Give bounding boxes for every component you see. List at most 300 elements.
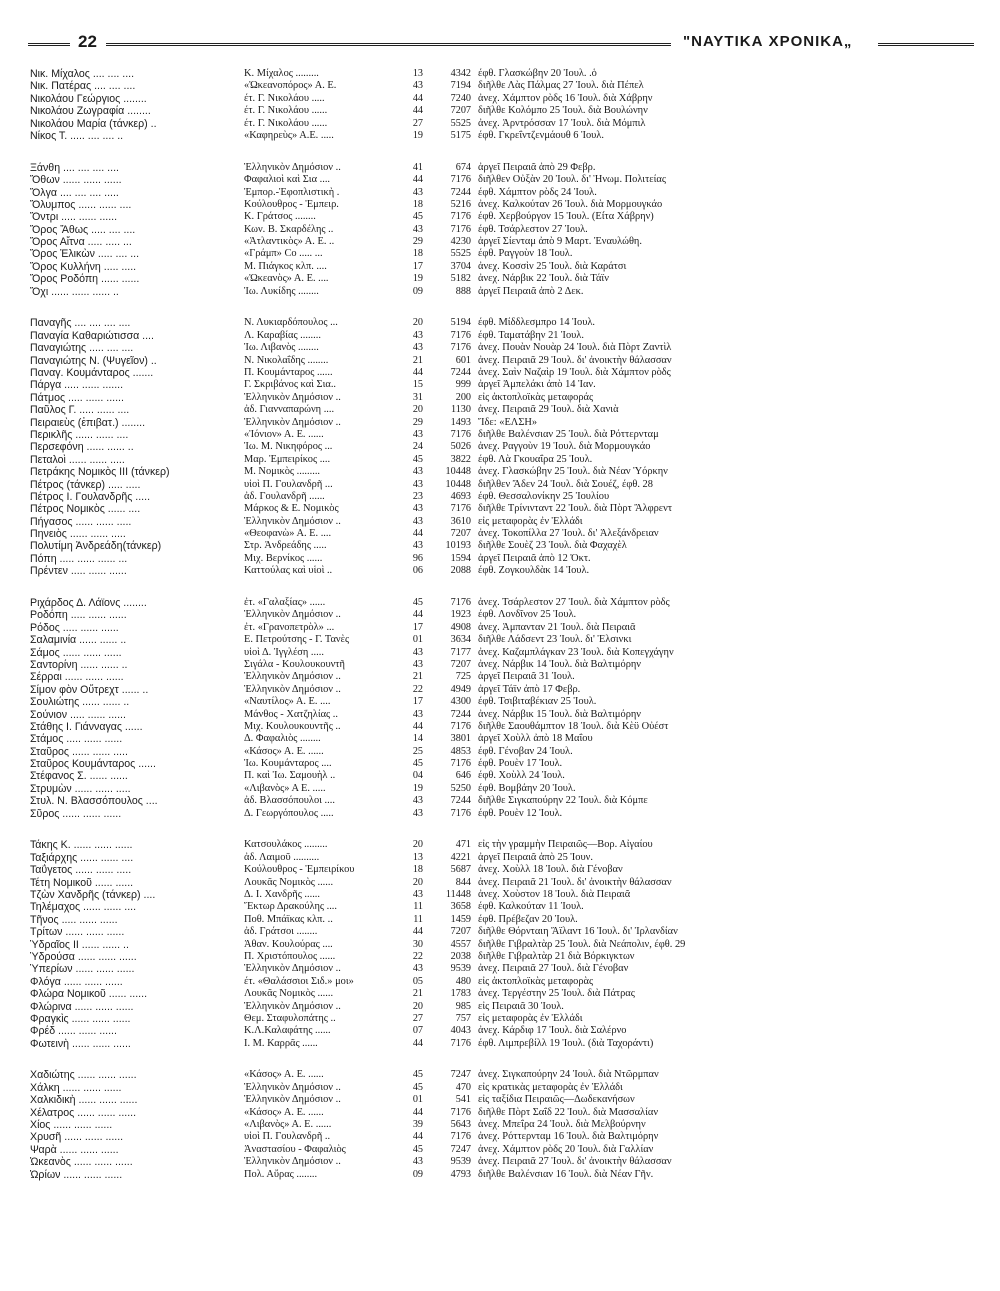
ship-name: Ὄχι ...... ...... ...... .. (30, 285, 119, 298)
voyage-status: εἰς κρατικὰς μεταφορὰς ἐν Ἑλλάδι (478, 1081, 623, 1093)
build-year: 21 (412, 671, 423, 683)
ship-owner: «Κάσος» Α. Ε. ...... (244, 745, 324, 757)
ship-name: Ὡρίων ...... ...... ...... (30, 1168, 123, 1181)
build-year: 30 (412, 938, 423, 950)
ship-owner: Ἰω. Μ. Νικηφόρος ... (244, 441, 333, 453)
ship-row (30, 1025, 980, 1037)
ship-row (30, 330, 980, 342)
voyage-status: ἀργεῖ Πειραιᾶ ἀπὸ 12 Ὀκτ. (478, 552, 591, 564)
ship-name: Πεταλοὶ ...... ...... ..... (30, 453, 125, 466)
tonnage: 5026 (450, 441, 471, 453)
build-year: 04 (412, 770, 423, 782)
build-year: 44 (412, 720, 423, 732)
page-header (28, 30, 974, 56)
ship-owner: Ἑλληνικὸν Δημόσιον .. (244, 609, 341, 621)
voyage-status: ἀνεχ. Πειραιᾶ 29 Ἰουλ. διὰ Χανιὰ (478, 404, 619, 416)
ship-row (30, 770, 980, 782)
build-year: 45 (412, 1143, 423, 1155)
ship-name: Στέφανος Σ. ...... ...... (30, 770, 128, 783)
build-year: 29 (412, 236, 423, 248)
ship-name: Πρέντεν ..... ...... ...... (30, 565, 127, 578)
ship-row (30, 187, 980, 199)
voyage-status: ἀργεῖ Πειραιᾶ ἀπὸ 2 Δεκ. (478, 285, 584, 297)
ship-name: Ὑπερίων ...... ...... ...... (30, 963, 135, 976)
ship-owner: Κούλουθρος - Ἐμπειρ. (244, 198, 339, 210)
voyage-status: έφθ. Γλασκώβην 20 Ἰουλ. .ὁ (478, 68, 597, 79)
ship-row (30, 746, 980, 758)
ship-name: Στρυμὼν ...... ...... ..... (30, 782, 131, 795)
build-year: 17 (412, 260, 423, 272)
ship-owner: Π. καὶ Ἰω. Σαμουὴλ .. (244, 770, 336, 782)
voyage-status: ἀργεῖ Πειραιᾶ 31 Ἰουλ. (478, 671, 575, 683)
ship-owner: Δ. Ι. Χανδρῆς ...... (244, 889, 320, 900)
ship-row (30, 224, 980, 236)
build-year: 27 (412, 1012, 423, 1024)
voyage-status: έφθ. Λιμπρεβίλλ 19 Ἰουλ. (διὰ Ταχοράντι) (478, 1037, 654, 1049)
ship-row (30, 565, 980, 577)
build-year: 43 (412, 1156, 423, 1168)
tonnage: 4949 (450, 683, 471, 695)
tonnage: 5182 (450, 273, 471, 285)
ship-name: Πάργα ..... ...... ....... (30, 379, 124, 392)
voyage-status: έφθ. Χερβούργον 15 Ἰουλ. (Εἶτα Χάβρην) (478, 211, 654, 223)
ship-owner: Ἑλληνικὸν Δημόσιον .. (244, 1081, 341, 1093)
ship-name: Ταΰγετος ...... ...... ..... (30, 864, 132, 877)
ship-row (30, 174, 980, 186)
ship-name: Σάμος ...... ...... ...... (30, 646, 122, 659)
ship-owner: Μιχ. Βερνίκος ...... (244, 552, 323, 564)
build-year: 43 (412, 795, 423, 807)
tonnage: 1493 (450, 416, 471, 428)
voyage-status: ἀνεχ. Τσάρλεστον 27 Ἰουλ. διὰ Χάμπτον ρὸδς (478, 597, 670, 609)
ship-name: Ὄντρι ..... ...... ...... (30, 211, 118, 224)
ship-owner: Ἀθαν. Κουλούρας .... (244, 938, 333, 950)
voyage-status: ἀνεχ. Ρόττερνταμ 16 Ἰουλ. διὰ Βαλτιμόρην (478, 1131, 659, 1143)
ship-row (30, 901, 980, 913)
ship-owner: έτ. Γ. Νικολάου ...... (244, 105, 328, 117)
ship-name: Παῦλος Γ. ..... ...... .... (30, 404, 130, 417)
ship-row (30, 317, 980, 329)
voyage-status: διῆλθε Γιβραλτὰρ 21 διὰ Βόρκιγκτων (478, 950, 635, 962)
build-year: 43 (412, 342, 423, 354)
voyage-status: ἀνεχ. Χάμπτον ρὸδς 20 Ἰουλ. διὰ Γαλλίαν (478, 1143, 654, 1155)
voyage-status: διῆλθε Σαουθάμπτον 18 Ἰουλ. διὰ Κὲϋ Οὐέστ (478, 720, 669, 732)
ship-row (30, 68, 980, 80)
build-year: 44 (412, 1131, 423, 1143)
ship-name: Ὑδρούσα ...... ...... ...... (30, 950, 137, 963)
tonnage: 3704 (450, 260, 471, 272)
build-year: 17 (412, 621, 423, 633)
ship-name: Τηλέμαχος ...... ...... .... (30, 901, 137, 914)
ship-row (30, 1001, 980, 1013)
build-year: 43 (412, 186, 423, 198)
ship-owner: ἀδ. Βλασσόπουλοι .... (244, 795, 335, 807)
ship-owner: Λ. Καραβίας ........ (244, 329, 321, 341)
build-year: 43 (412, 540, 423, 552)
tonnage: 7176 (450, 807, 471, 819)
ship-group (30, 317, 980, 577)
ship-row (30, 1131, 980, 1143)
ship-name: Τρίτων ...... ...... ...... (30, 926, 125, 939)
ship-owner: Κ.Λ.Καλαφάτης ...... (244, 1025, 331, 1037)
voyage-status: ἀργεῖ Πειραιᾶ ἀπὸ 29 Φεβρ. (478, 161, 596, 173)
voyage-status: έφθ. Μίδδλεσμπρο 14 Ἰουλ. (478, 317, 596, 329)
build-year: 43 (412, 515, 423, 527)
voyage-status: ἀνεχ. Καζαμπλάγκαν 23 Ἰουλ. διὰ Κοπεγχάγην (478, 646, 674, 658)
ship-name: Σταῦρος Κουμάνταρος ...... (30, 758, 156, 771)
ship-owner: «Ἀτλαντικὸς» Α. Ε. .. (244, 236, 335, 248)
tonnage: 5525 (450, 248, 471, 260)
tonnage: 1783 (450, 988, 471, 1000)
voyage-status: ἀνεχ. Πειραιᾶ 21 Ἰουλ. δι' ἀνοικτὴν θάλασσαν (478, 876, 672, 888)
ship-row (30, 1082, 980, 1094)
ship-name: Στάθης Ι. Γιάνναγας ...... (30, 720, 143, 733)
ship-name: Πηνειὸς ...... ...... ..... (30, 528, 126, 541)
voyage-status: ἀργεῖ Ἀμπελάκι ἀπὸ 14 Ἰαν. (478, 379, 596, 391)
ship-name: Σῦρος ...... ...... ...... (30, 807, 122, 820)
tonnage: 5250 (450, 782, 471, 794)
ship-name: Νίκος Τ. ..... .... .... .. (30, 129, 124, 142)
tonnage: 10448 (445, 478, 471, 490)
ship-name: Φλόγα ...... ...... ...... (30, 975, 123, 988)
tonnage: 7176 (450, 1037, 471, 1049)
ship-name: Χίος ...... ...... ...... (30, 1119, 113, 1132)
ship-row (30, 671, 980, 683)
voyage-status: εἰς τὴν γραμμὴν Πειραιῶς—Βορ. Αἰγαίου (478, 839, 653, 851)
tonnage: 7244 (450, 186, 471, 198)
ship-owner: Σιγάλα - Κουλουκουντῆ (244, 658, 345, 670)
tonnage: 7176 (450, 758, 471, 770)
voyage-status: έφθ. Ρουὲν 12 Ἰουλ. (478, 807, 563, 819)
ship-row (30, 1038, 980, 1050)
ship-owner: Ἑλληνικὸν Δημόσιον .. (244, 161, 341, 173)
build-year: 44 (412, 1037, 423, 1049)
ship-owner: Καττούλας καὶ υἱοὶ .. (244, 565, 333, 577)
ship-group (30, 1069, 980, 1181)
build-year: 11 (413, 913, 423, 925)
ship-owner: Μ. Πιάγκος κλπ. .... (244, 260, 327, 272)
tonnage: 1923 (450, 609, 471, 621)
tonnage: 11448 (445, 889, 471, 900)
ship-name: Πετράκης Νομικὸς ΙΙΙ (τάνκερ) (30, 466, 170, 479)
ship-name: Ὄρος Ἑλικὼν ..... .... ... (30, 248, 140, 261)
ship-name: Ξάνθη .... .... .... .... (30, 161, 119, 174)
ship-name: Χαλκιδικὴ ...... ...... ...... (30, 1094, 138, 1107)
build-year: 07 (412, 1025, 423, 1037)
tonnage: 471 (455, 839, 471, 851)
ship-owner: Μάρκος & Ε. Νομικὸς (244, 503, 339, 515)
build-year: 43 (412, 646, 423, 658)
ship-owner: Π. Κουμάνταρος ...... (244, 366, 333, 378)
tonnage: 4853 (450, 745, 471, 757)
build-year: 20 (412, 876, 423, 888)
ship-name: Σέρραι ...... ...... ...... (30, 671, 124, 684)
ship-row (30, 553, 980, 565)
ship-owner: υἱοὶ Δ. Ἰγγλέση ..... (244, 646, 324, 658)
ship-owner: υἱοὶ Π. Γουλανδρῆ .. (244, 1131, 331, 1143)
tonnage: 674 (455, 161, 471, 173)
ship-owner: έτ. Γ. Νικολάου ...... (244, 117, 328, 129)
ship-name: Νικολάου Ζωγραφία ........ (30, 105, 151, 118)
ship-name: Παναγῆς .... .... .... .... (30, 317, 131, 330)
ship-owner: ἐτ. «Γαλαξίας» ...... (244, 597, 326, 609)
voyage-status: εἰς Πειραιᾶ 30 Ἰουλ. (478, 1000, 564, 1012)
ship-name: Παναγιώτης ..... .... .... (30, 342, 134, 355)
voyage-status: ἀνεχ. Κάρδιφ 17 Ἰουλ. διὰ Σαλέρνο (478, 1025, 627, 1037)
ship-name: Πειραιεὺς (ἐπιβατ.) ........ (30, 416, 146, 429)
build-year: 22 (412, 683, 423, 695)
build-year: 18 (412, 248, 423, 260)
ship-name: Χαδιώτης ...... ...... ...... (30, 1069, 137, 1082)
build-year: 19 (412, 129, 423, 141)
tonnage: 5643 (450, 1119, 471, 1131)
tonnage: 7207 (450, 105, 471, 117)
ship-owner: «Κάσος» Α. Ε. ...... (244, 1069, 324, 1081)
ship-name: Ὄθων ...... ...... ...... (30, 174, 122, 187)
ship-owner: «Γράμπ» Co ..... ... (244, 248, 323, 260)
voyage-status: Ἴδε: «ΕΛΣΗ» (478, 416, 538, 428)
build-year: 01 (412, 634, 423, 646)
ship-name: Ὄλυμπος ...... ...... .... (30, 198, 132, 211)
ship-owner: Ε. Πετρούτσης - Γ. Τανὲς (244, 634, 350, 646)
ship-row (30, 864, 980, 876)
ship-name: Ὄρος Κυλλήνη ..... ..... (30, 260, 137, 273)
build-year: 44 (412, 609, 423, 621)
ship-row (30, 392, 980, 404)
voyage-status: διῆλθε Τρίνινταντ 22 Ἰουλ. διὰ Πὸρτ Ἄλφρεντ (478, 503, 673, 515)
ship-owner: Μ. Νομικὸς ......... (244, 466, 321, 478)
ship-row (30, 248, 980, 260)
tonnage: 4043 (450, 1025, 471, 1037)
ship-row (30, 684, 980, 696)
ship-name: Ταξιάρχης ...... ...... .... (30, 851, 134, 864)
ship-owner: Ἑλληνικὸν Δημόσιον .. (244, 416, 341, 428)
ship-owner: «Λιβανὸς» Α. Ε. ...... (244, 1119, 332, 1131)
ship-row (30, 454, 980, 466)
ship-row (30, 118, 980, 130)
ship-owner: Ἑλληνικὸν Δημόσιον .. (244, 671, 341, 683)
ship-owner: ἀδ. Γράτσοι ........ (244, 926, 318, 938)
ship-name: Παναγιώτης Ν. (Ψυγεῖον) .. (30, 354, 157, 367)
build-year: 45 (412, 453, 423, 465)
ship-owner: «Θεοφανὼ» Α. Ε. .... (244, 528, 332, 540)
ship-name: Σαντορίνη ...... ...... .. (30, 658, 128, 671)
ship-row (30, 93, 980, 105)
ship-row (30, 1094, 980, 1106)
ship-name: Φλώρινα ...... ...... ...... (30, 1000, 134, 1013)
ship-owner: Ἑλληνικὸν Δημόσιον .. (244, 391, 341, 403)
header-rule-left (28, 43, 70, 46)
tonnage: 480 (455, 975, 471, 987)
ship-listing (30, 68, 980, 1200)
build-year: 13 (412, 68, 423, 79)
ship-row (30, 503, 980, 515)
tonnage: 646 (455, 770, 471, 782)
ship-row (30, 889, 980, 901)
tonnage: 7207 (450, 926, 471, 938)
voyage-status: ἀνεχ. Ἀμπανταν 21 Ἰουλ. διὰ Πειραιᾶ (478, 621, 636, 633)
ship-name: Ὄλγα .... .... .... ..... (30, 186, 119, 199)
build-year: 43 (412, 963, 423, 975)
ship-name: Σταῦρος ...... ...... ..... (30, 745, 128, 758)
ship-owner: «Ναυτίλος» Α. Ε. .... (244, 696, 331, 708)
ship-row (30, 528, 980, 540)
tonnage: 7244 (450, 366, 471, 378)
build-year: 25 (412, 745, 423, 757)
voyage-status: ἀνεχ. Κοσσὶν 25 Ἰουλ. διὰ Καράτσι (478, 260, 627, 272)
tonnage: 9539 (450, 963, 471, 975)
ship-owner: έτ. «Θαλάσσιοι Σιδ.» μοι» (244, 975, 354, 987)
tonnage: 7247 (450, 1143, 471, 1155)
ship-owner: Ν. Λυκιαρδόπουλος ... (244, 317, 338, 329)
build-year: 43 (412, 428, 423, 440)
build-year: 43 (412, 478, 423, 490)
ship-row (30, 105, 980, 117)
voyage-status: διῆλθε Βαλένσιαν 16 Ἰουλ. διὰ Νέαν Γῆν. (478, 1168, 654, 1180)
voyage-status: ἀνεχ. Χοὺστον 18 Ἰουλ. διὰ Πειραιᾶ (478, 889, 631, 900)
ship-owner: «Καφηρεὺς» Α.Ε. ..... (244, 129, 334, 141)
tonnage: 4221 (450, 851, 471, 863)
tonnage: 7247 (450, 1069, 471, 1081)
ship-owner: υἱοὶ Π. Γουλανδρῆ ... (244, 478, 333, 490)
voyage-status: διῆλθε Σιγκαπούρην 22 Ἰουλ. διὰ Κόμπε (478, 795, 648, 807)
ship-row (30, 355, 980, 367)
voyage-status: έφθ. Τσιβιταβέκιαν 25 Ἰουλ. (478, 696, 597, 708)
ship-owner: Ἑλληνικὸν Δημόσιον .. (244, 1094, 341, 1106)
build-year: 20 (412, 1000, 423, 1012)
ship-row (30, 877, 980, 889)
tonnage: 7176 (450, 329, 471, 341)
voyage-status: ἀνεχ. Χοὺλλ 18 Ἰουλ. διὰ Γένοβαν (478, 864, 623, 876)
ship-name: Σαλαμινία ...... ...... .. (30, 634, 127, 647)
voyage-status: έφθ. Ζογκουλδὰκ 14 Ἰουλ. (478, 565, 590, 577)
tonnage: 10448 (445, 466, 471, 478)
ship-name: Νικολάου Μαρία (τάνκερ) .. (30, 117, 157, 130)
ship-row (30, 273, 980, 285)
build-year: 21 (412, 354, 423, 366)
build-year: 31 (412, 391, 423, 403)
ship-row (30, 211, 980, 223)
ship-row (30, 367, 980, 379)
tonnage: 5175 (450, 129, 471, 141)
ship-row (30, 926, 980, 938)
ship-name: Πόπη ..... ...... ...... ... (30, 552, 128, 565)
build-year: 43 (412, 503, 423, 515)
ship-owner: Στρ. Ἀνδρεάδης ..... (244, 540, 327, 552)
voyage-status: έφθ. Ρουὲν 17 Ἰουλ. (478, 758, 563, 770)
build-year: 18 (412, 198, 423, 210)
tonnage: 7244 (450, 795, 471, 807)
tonnage: 7176 (450, 223, 471, 235)
tonnage: 7176 (450, 720, 471, 732)
ship-owner: Ἐμπορ.-Ἐφοπλιστικὴ . (244, 186, 340, 198)
tonnage: 3801 (450, 733, 471, 745)
ship-row (30, 342, 980, 354)
ship-name: Χάλκη ...... ...... ...... (30, 1081, 122, 1094)
voyage-status: ἀνεχ. Μπεΐρα 24 Ἰουλ. διὰ Μελβούρνην (478, 1119, 646, 1131)
voyage-status: έφθ. Χάμπτον ρὸδς 24 Ἰουλ. (478, 186, 597, 198)
ship-owner: «Κάσος» Α. Ε. ...... (244, 1106, 324, 1118)
voyage-status: διῆλθε Λάδσεντ 23 Ἰουλ. δι' Ἑλσινκι (478, 634, 632, 646)
ship-name: Χρυσῆ ...... ...... ...... (30, 1131, 124, 1144)
ship-row (30, 963, 980, 975)
ship-name: Πέτρος Νομικὸς ...... .... (30, 503, 141, 516)
ship-row (30, 597, 980, 609)
voyage-status: έφθ. Ραγγοὺν 18 Ἰουλ. (478, 248, 573, 260)
ship-name: Ψαρὰ ...... ...... ...... (30, 1143, 119, 1156)
build-year: 44 (412, 366, 423, 378)
build-year: 45 (412, 758, 423, 770)
ship-row (30, 795, 980, 807)
voyage-status: εἰς μεταφορὰς ἐν Ἑλλάδι (478, 1012, 583, 1024)
build-year: 19 (412, 273, 423, 285)
ship-name: Χέλατρος ...... ...... ...... (30, 1106, 137, 1119)
ship-owner: Κούλουθρος - Ἐμπειρίκου (244, 864, 355, 876)
tonnage: 3822 (450, 453, 471, 465)
build-year: 43 (412, 889, 423, 900)
voyage-status: διῆλθε Κολόμπο 25 Ἰουλ. διὰ Βουλώνην (478, 105, 648, 117)
ship-row (30, 976, 980, 988)
voyage-status: εἰς μεταφορὰς ἐν Ἑλλάδι (478, 515, 583, 527)
build-year: 45 (412, 211, 423, 223)
voyage-status: ἀνεχ. Καλκούταν 26 Ἰουλ. διὰ Μορμουγκάο (478, 198, 663, 210)
ship-row (30, 404, 980, 416)
tonnage: 999 (455, 379, 471, 391)
voyage-status: ἀργεῖ Σίενταμ ἀπὸ 9 Μαρτ. Ἐναυλώθη. (478, 236, 642, 248)
ship-name: Ὄρος Ἄθως ..... .... .... (30, 223, 136, 236)
ship-row (30, 839, 980, 851)
page-number: 22 (78, 32, 97, 51)
tonnage: 2088 (450, 565, 471, 577)
header-rule-middle (106, 43, 671, 46)
ship-row (30, 783, 980, 795)
tonnage: 1594 (450, 552, 471, 564)
build-year: 01 (412, 1094, 423, 1106)
build-year: 43 (412, 708, 423, 720)
ship-owner: Δ. Φαφαλιὸς ........ (244, 733, 321, 745)
ship-name: Στυλ. Ν. Βλασσόπουλος .... (30, 795, 158, 808)
build-year: 43 (412, 658, 423, 670)
ship-row (30, 441, 980, 453)
ship-group (30, 68, 980, 142)
ship-row (30, 721, 980, 733)
ship-row (30, 261, 980, 273)
ship-owner: Λουκᾶς Νομικὸς ...... (244, 988, 334, 1000)
tonnage: 7176 (450, 211, 471, 223)
build-year: 39 (412, 1119, 423, 1131)
ship-row (30, 429, 980, 441)
ship-owner: Κατσουλάκος ......... (244, 839, 328, 851)
voyage-status: διῆλθε Γιβραλτὰρ 25 Ἰουλ. διὰ Νεάπολιν, έφθ. 29 (478, 938, 686, 950)
tonnage: 7194 (450, 80, 471, 92)
voyage-status: ἀργεῖ Χοὺλλ ἀπὸ 18 Μαΐου (478, 733, 593, 745)
ship-name: Νικ. Πατέρας .... .... .... (30, 80, 136, 93)
voyage-status: ἀργεῖ Πειραιᾶ ἀπὸ 25 Ἰουν. (478, 851, 593, 863)
build-year: 20 (412, 404, 423, 416)
tonnage: 3634 (450, 634, 471, 646)
build-year: 17 (412, 696, 423, 708)
ship-name: Φραγκὶς ...... ...... ...... (30, 1012, 131, 1025)
ship-name: Τζὼν Χανδρῆς (τάνκερ) .... (30, 889, 156, 901)
ship-name: Ὠκεανὸς ...... ...... ...... (30, 1156, 133, 1169)
tonnage: 888 (455, 285, 471, 297)
ship-owner: Ἑλληνικὸν Δημόσιον .. (244, 683, 341, 695)
ship-owner: Πολ. Αὔρας ........ (244, 1168, 318, 1180)
tonnage: 4908 (450, 621, 471, 633)
tonnage: 7207 (450, 658, 471, 670)
tonnage: 7176 (450, 597, 471, 609)
voyage-status: ἀνεχ. Ἀρντρόσσαν 17 Ἰουλ. διὰ Μόμπιλ (478, 117, 646, 129)
